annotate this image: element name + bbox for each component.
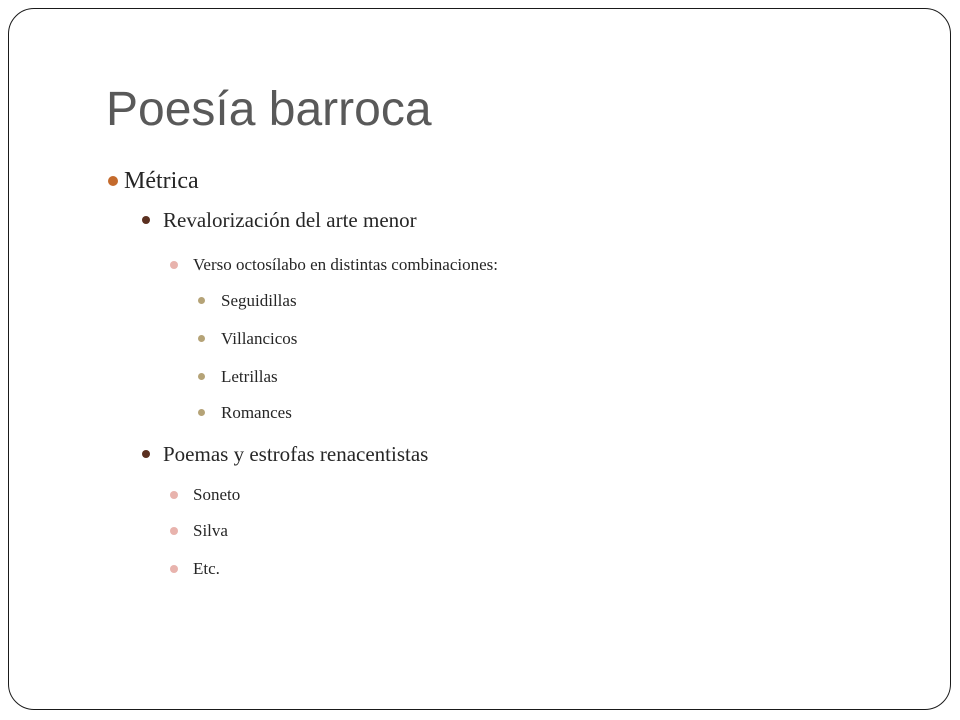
bullet-item-romances — [198, 398, 292, 428]
bullet-item-seguidillas — [198, 286, 297, 316]
bullet-dot-level4-icon — [198, 335, 205, 342]
bullet-item-revalorizacion — [142, 205, 417, 235]
bullet-item-poemas-renacentistas — [142, 439, 428, 469]
bullet-item-metrica — [108, 166, 199, 196]
bullet-text: Seguidillas — [221, 291, 297, 310]
bullet-dot-level4-icon — [198, 297, 205, 304]
bullet-item-etc — [170, 554, 220, 584]
bullet-text: Poemas y estrofas renacentistas — [163, 441, 429, 466]
bullet-text: Verso octosílabo en distintas combinaciones: — [193, 255, 498, 274]
bullet-text: Métrica — [124, 167, 199, 194]
bullet-text: Villancicos — [221, 329, 298, 348]
bullet-dot-level2-icon — [142, 450, 150, 458]
bullet-dot-level3-icon — [170, 261, 178, 269]
bullet-item-villancicos — [198, 324, 297, 354]
bullet-text: Soneto — [193, 485, 241, 504]
bullet-dot-level3-icon — [170, 527, 178, 535]
bullet-item-letrillas — [198, 362, 278, 392]
bullet-dot-level2-icon — [142, 216, 150, 224]
bullet-text: Silva — [193, 521, 228, 540]
slide-title: Poesía barroca — [106, 83, 432, 136]
bullet-item-silva — [170, 516, 228, 546]
bullet-dot-level3-icon — [170, 565, 178, 573]
bullet-item-soneto — [170, 480, 240, 510]
bullet-text: Romances — [221, 403, 292, 422]
bullet-text: Etc. — [193, 559, 220, 578]
bullet-dot-level4-icon — [198, 373, 205, 380]
bullet-text: Revalorización del arte menor — [163, 207, 417, 232]
bullet-text: Letrillas — [221, 367, 278, 386]
bullet-dot-level3-icon — [170, 491, 178, 499]
bullet-dot-level1-icon — [108, 176, 118, 186]
bullet-dot-level4-icon — [198, 409, 205, 416]
bullet-item-verso-octosilabo — [170, 250, 498, 280]
